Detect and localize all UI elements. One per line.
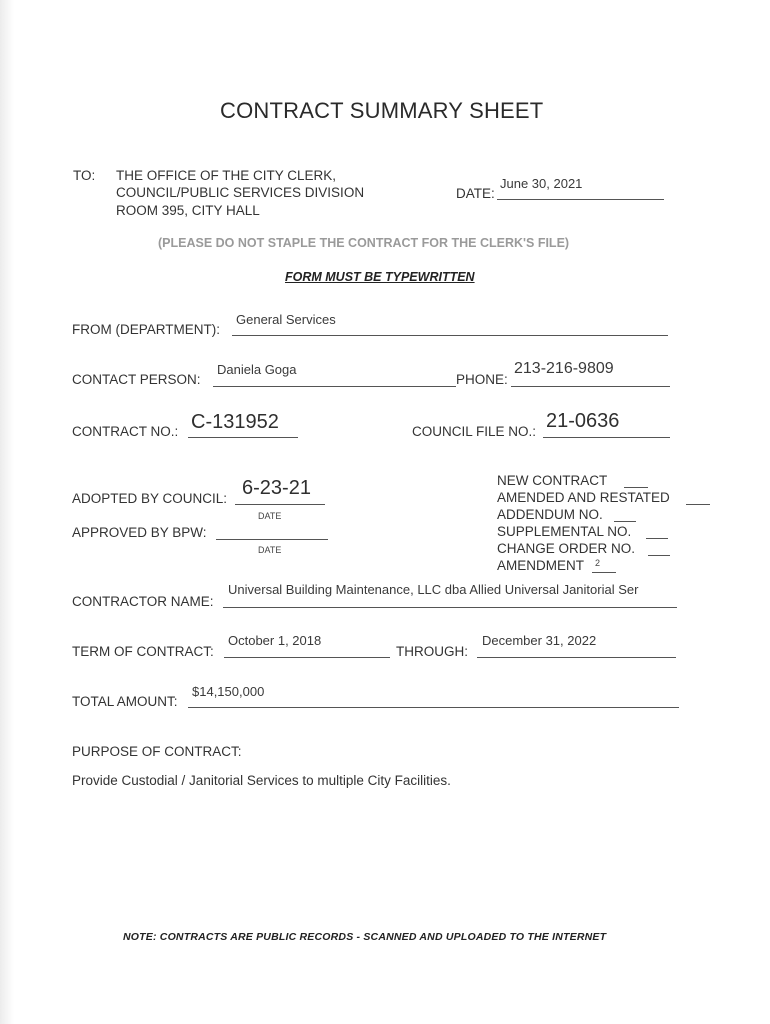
phone-value: 213-216-9809 <box>514 360 614 377</box>
contact-person-label: CONTACT PERSON: <box>72 372 201 387</box>
amendment-label: AMENDMENT <box>497 558 584 573</box>
total-amount-label: TOTAL AMOUNT: <box>72 694 178 709</box>
contractor-name-underline <box>223 607 677 608</box>
to-line-1: THE OFFICE OF THE CITY CLERK, <box>116 168 337 183</box>
to-label: TO: <box>73 168 96 183</box>
contract-no-label: CONTRACT NO.: <box>72 424 179 439</box>
contractor-name-value: Universal Building Maintenance, LLC dba Allied Universal Janitorial Ser <box>228 582 639 597</box>
from-department-label: FROM (DEPARTMENT): <box>72 322 220 337</box>
scan-edge-shadow <box>0 0 14 1024</box>
phone-label: PHONE: <box>456 372 508 387</box>
term-start-value: October 1, 2018 <box>228 633 322 648</box>
phone-underline <box>511 386 670 387</box>
through-label: THROUGH: <box>396 644 468 659</box>
addendum-label: ADDENDUM NO. <box>497 507 603 522</box>
term-end-value: December 31, 2022 <box>482 633 597 648</box>
approved-date-sublabel: DATE <box>258 545 282 555</box>
amendment-value: 2 <box>595 558 601 568</box>
council-file-no-underline <box>543 437 670 438</box>
approved-by-bpw-underline <box>216 539 328 540</box>
supplemental-label: SUPPLEMENTAL NO. <box>497 524 632 539</box>
addendum-blank <box>614 521 636 522</box>
to-line-2: COUNCIL/PUBLIC SERVICES DIVISION <box>116 185 365 200</box>
new-contract-blank <box>624 487 648 488</box>
term-of-contract-label: TERM OF CONTRACT: <box>72 644 214 659</box>
adopted-date-sublabel: DATE <box>258 511 282 521</box>
page-title: CONTRACT SUMMARY SHEET <box>220 98 544 123</box>
purpose-label: PURPOSE OF CONTRACT: <box>72 744 242 759</box>
term-end-underline <box>477 657 676 658</box>
new-contract-label: NEW CONTRACT <box>497 473 608 488</box>
form-typewritten-notice: FORM MUST BE TYPEWRITTEN <box>285 270 475 284</box>
amendment-blank <box>592 572 616 573</box>
adopted-by-council-label: ADOPTED BY COUNCIL: <box>72 491 228 506</box>
public-records-note: NOTE: CONTRACTS ARE PUBLIC RECORDS - SCANNED AND UPLOADED TO THE INTERNET <box>123 931 607 943</box>
purpose-value: Provide Custodial / Janitorial Services to multiple City Facilities. <box>72 773 451 788</box>
date-value: June 30, 2021 <box>500 176 583 191</box>
staple-notice: (PLEASE DO NOT STAPLE THE CONTRACT FOR THE CLERK'S FILE) <box>158 236 570 250</box>
approved-by-bpw-label: APPROVED BY BPW: <box>72 525 207 540</box>
contractor-name-label: CONTRACTOR NAME: <box>72 594 214 609</box>
date-underline <box>497 199 664 200</box>
from-department-underline <box>232 335 668 336</box>
council-file-no-label: COUNCIL FILE NO.: <box>412 424 537 439</box>
contract-no-underline <box>188 437 298 438</box>
amended-restated-label: AMENDED AND RESTATED <box>497 490 670 505</box>
change-order-blank <box>648 555 670 556</box>
to-line-3: ROOM 395, CITY HALL <box>116 203 260 218</box>
total-amount-underline <box>188 707 679 708</box>
contact-person-underline <box>213 386 456 387</box>
amended-restated-blank <box>686 504 710 505</box>
contact-person-value: Daniela Goga <box>217 362 297 377</box>
council-file-no-value: 21-0636 <box>546 410 620 432</box>
total-amount-value: $14,150,000 <box>192 684 265 699</box>
from-department-value: General Services <box>236 312 336 327</box>
term-start-underline <box>224 657 390 658</box>
adopted-by-council-value: 6-23-21 <box>242 477 311 499</box>
adopted-by-council-underline <box>235 504 325 505</box>
contract-no-value: C-131952 <box>191 411 279 433</box>
change-order-label: CHANGE ORDER NO. <box>497 541 636 556</box>
supplemental-blank <box>646 538 668 539</box>
date-label: DATE: <box>456 186 495 201</box>
